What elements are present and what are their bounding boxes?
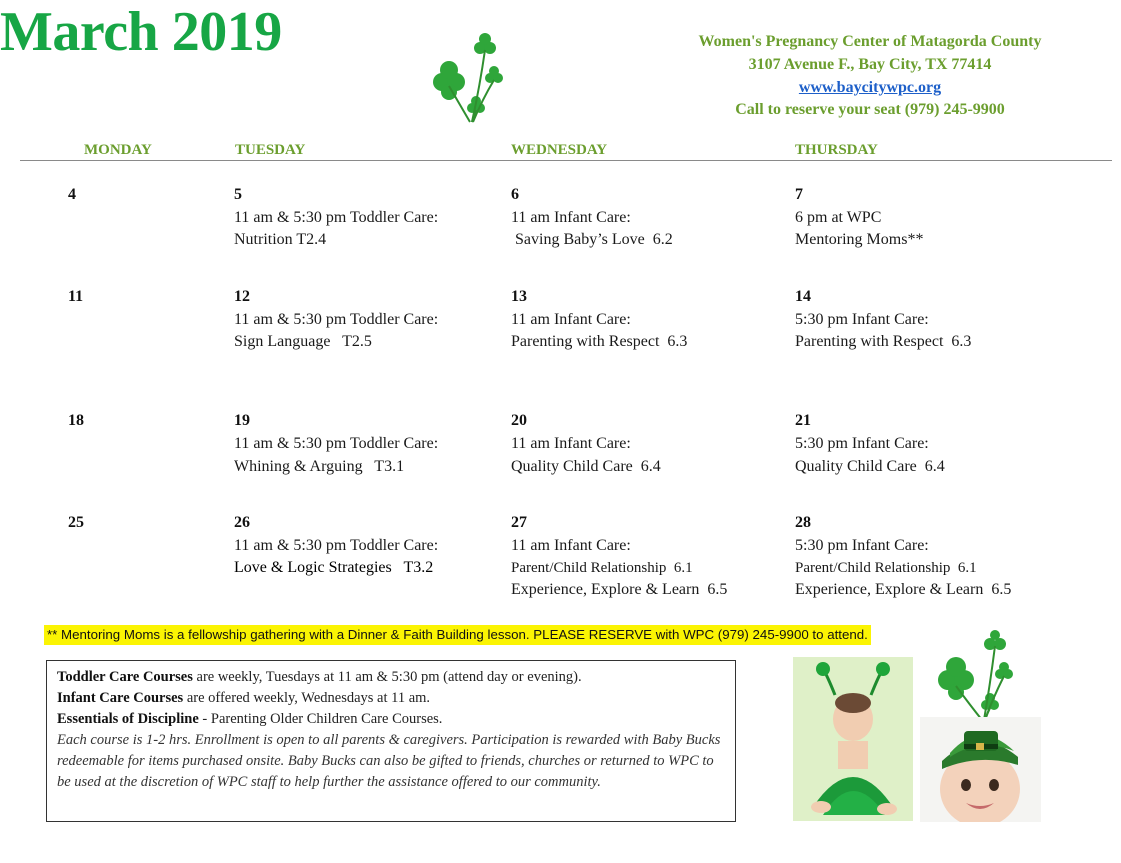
event-line: Parenting with Respect 6.3 (511, 333, 688, 350)
date-thursday: 28 (795, 514, 811, 531)
event-line: Mentoring Moms** (795, 231, 924, 248)
date-wednesday: 20 (511, 412, 527, 429)
discipline-courses-text: - Parenting Older Children Care Courses. (198, 711, 443, 727)
date-tuesday: 26 (234, 514, 250, 531)
infant-courses-label: Infant Care Courses (57, 690, 184, 706)
event-line: Sign Language T2.5 (234, 333, 372, 350)
event-line: Quality Child Care 6.4 (795, 458, 945, 475)
event-line: Parenting with Respect 6.3 (795, 333, 972, 350)
event-line: 11 am Infant Care: (511, 537, 631, 554)
event-line: 5:30 pm Infant Care: (795, 435, 929, 452)
website-link[interactable]: www.baycitywpc.org (798, 79, 942, 96)
event-line: 11 am Infant Care: (511, 209, 631, 226)
date-thursday: 7 (795, 186, 803, 203)
day-header-monday: MONDAY (84, 142, 152, 158)
event-line: Experience, Explore & Learn 6.5 (511, 581, 728, 598)
event-line: Saving Baby’s Love 6.2 (511, 231, 673, 248)
mentoring-moms-footnote: ** Mentoring Moms is a fellowship gathering with a Dinner & Faith Building lesson. PLEASE RESERVE with WPC (979) 245-9900 to attend. (44, 625, 871, 645)
header-divider (20, 160, 1112, 161)
date-monday: 18 (68, 412, 84, 429)
date-tuesday: 19 (234, 412, 250, 429)
infant-courses-text: are offered weekly, Wednesdays at 11 am. (183, 690, 431, 706)
date-monday: 4 (68, 186, 76, 203)
event-line: Parent/Child Relationship 6.1 (795, 560, 977, 576)
day-header-tuesday: TUESDAY (235, 142, 306, 158)
date-thursday: 21 (795, 412, 811, 429)
date-monday: 25 (68, 514, 84, 531)
event-line: Experience, Explore & Learn 6.5 (795, 581, 1012, 598)
event-line: 5:30 pm Infant Care: (795, 311, 929, 328)
event-line: 6 pm at WPC (795, 209, 882, 226)
event-line: Nutrition T2.4 (234, 231, 327, 248)
course-info-box (46, 660, 736, 822)
event-line: 11 am Infant Care: (511, 435, 631, 452)
org-name: Women's Pregnancy Center of Matagorda County (698, 33, 1042, 50)
event-line: Parent/Child Relationship 6.1 (511, 560, 693, 576)
date-wednesday: 13 (511, 288, 527, 305)
course-details-text: Each course is 1-2 hrs. Enrollment is open to all parents & caregivers. Participation is rewarded with Baby Bucks redeemable for items purchased onsite. Baby Bucks can also be gifted to friends, churches or returned to WPC to be used at the discretion of WPC staff to help further the assistance offered to our community. (57, 732, 721, 790)
date-monday: 11 (68, 288, 84, 305)
baby-photo (793, 657, 913, 821)
baby-hat-photo (920, 717, 1041, 822)
event-line: 11 am & 5:30 pm Toddler Care: (234, 311, 439, 328)
date-wednesday: 6 (511, 186, 519, 203)
event-line: 11 am & 5:30 pm Toddler Care: (234, 435, 439, 452)
date-tuesday: 5 (234, 186, 242, 203)
date-wednesday: 27 (511, 514, 527, 531)
date-tuesday: 12 (234, 288, 250, 305)
date-thursday: 14 (795, 288, 811, 305)
org-address: 3107 Avenue F., Bay City, TX 77414 (748, 56, 992, 73)
day-header-thursday: THURSDAY (795, 142, 878, 158)
event-line: 11 am & 5:30 pm Toddler Care: (234, 537, 439, 554)
toddler-courses-label: Toddler Care Courses (57, 669, 193, 685)
event-line: Whining & Arguing T3.1 (234, 458, 405, 475)
phone-line: Call to reserve your seat (979) 245-9900 (735, 101, 1005, 118)
event-line: Quality Child Care 6.4 (511, 458, 661, 475)
page-title: March 2019 (0, 1, 282, 63)
discipline-courses-label: Essentials of Discipline (57, 711, 199, 727)
day-header-wednesday: WEDNESDAY (511, 142, 608, 158)
event-line: Love & Logic Strategies T3.2 (234, 559, 434, 576)
toddler-courses-text: are weekly, Tuesdays at 11 am & 5:30 pm (attend day or evening). (192, 669, 582, 685)
shamrock-icon (930, 630, 1020, 722)
event-line: 5:30 pm Infant Care: (795, 537, 929, 554)
event-line: 11 am Infant Care: (511, 311, 631, 328)
event-line: 11 am & 5:30 pm Toddler Care: (234, 209, 439, 226)
shamrock-icon (420, 30, 510, 125)
